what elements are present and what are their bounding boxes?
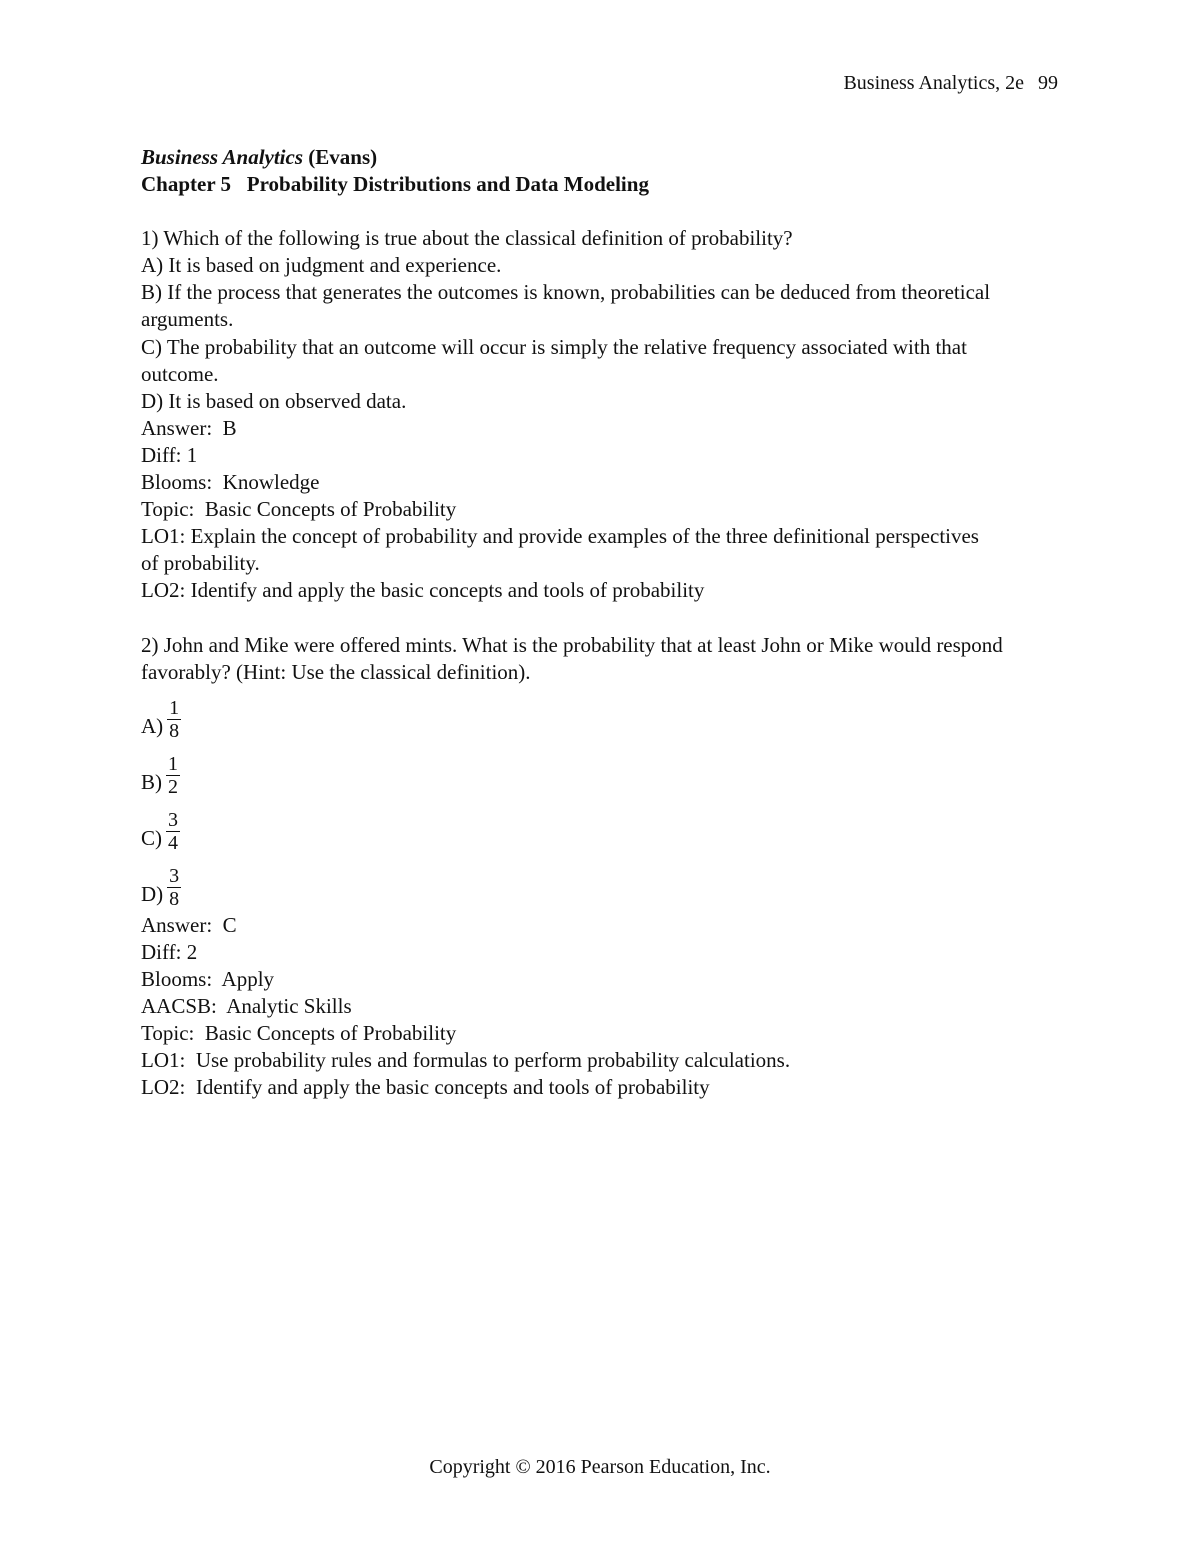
option-letter: B): [141, 769, 162, 794]
chapter-title: Chapter 5 Probability Distributions and Data Modeling: [141, 172, 649, 197]
numerator: 3: [168, 808, 178, 831]
copyright-footer: Copyright © 2016 Pearson Education, Inc.: [429, 1456, 771, 1478]
denominator: 2: [168, 775, 178, 798]
denominator: 8: [169, 887, 180, 910]
question-2: [141, 632, 1061, 1102]
question-1-text: 1) Which of the following is true about the classical definition of probability?: [141, 226, 793, 251]
question-1-option-c: C) The probability that an outcome will occur is simply the relative frequency associated with that outcome.: [141, 334, 967, 386]
question-1-answer: Answer: B: [141, 415, 237, 440]
question-2-option-b: [141, 742, 1061, 798]
question-2-difficulty: Diff: 2: [141, 939, 198, 964]
question-1: [141, 225, 1061, 604]
numerator: 1: [168, 752, 178, 775]
running-title: Business Analytics, 2e: [843, 72, 1024, 94]
book-title: Business Analytics: [141, 145, 304, 169]
question-1-difficulty: Diff: 1: [141, 442, 198, 467]
numerator: 1: [169, 696, 180, 719]
book-author: (Evans): [308, 145, 378, 169]
question-2-text: 2) John and Mike were offered mints. What is the probability that at least John or Mike would respond favorably? (Hint: Use the classical definition).: [141, 632, 1003, 684]
question-2-option-c: [141, 798, 1061, 854]
question-2-aacsb: AACSB: Analytic Skills: [141, 993, 352, 1018]
fraction: [166, 809, 180, 854]
book-title-line: [141, 144, 1061, 171]
question-2-answer: Answer: C: [141, 912, 237, 937]
denominator: 4: [168, 831, 178, 854]
fraction: [167, 697, 181, 742]
denominator: 8: [169, 719, 180, 742]
question-1-option-a: A) It is based on judgment and experience.: [141, 253, 502, 278]
running-header: [843, 72, 1058, 95]
fraction: [166, 753, 180, 798]
option-letter: A): [141, 713, 164, 738]
numerator: 3: [169, 864, 180, 887]
question-1-lo1: LO1: Explain the concept of probability and provide examples of the three definitional perspectives of probability.: [141, 524, 979, 576]
question-1-lo2: LO2: Identify and apply the basic concepts and tools of probability: [141, 578, 705, 603]
question-1-blooms: Blooms: Knowledge: [141, 470, 320, 495]
question-2-blooms: Blooms: Apply: [141, 966, 275, 991]
page-number: 99: [1038, 72, 1058, 94]
question-1-option-b: B) If the process that generates the outcomes is known, probabilities can be deduced from theoretical arguments.: [141, 280, 991, 332]
question-2-lo1: LO1: Use probability rules and formulas to perform probability calculations.: [141, 1048, 791, 1073]
question-1-topic: Topic: Basic Concepts of Probability: [141, 497, 457, 522]
question-2-option-a: [141, 686, 1061, 742]
option-letter: D): [141, 881, 164, 906]
question-2-topic: Topic: Basic Concepts of Probability: [141, 1021, 457, 1046]
question-2-option-d: [141, 854, 1061, 910]
question-2-lo2: LO2: Identify and apply the basic concepts and tools of probability: [141, 1075, 710, 1100]
option-letter: C): [141, 825, 162, 850]
document-body: [141, 144, 1061, 1101]
question-1-option-d: D) It is based on observed data.: [141, 388, 407, 413]
fraction: [167, 865, 181, 910]
